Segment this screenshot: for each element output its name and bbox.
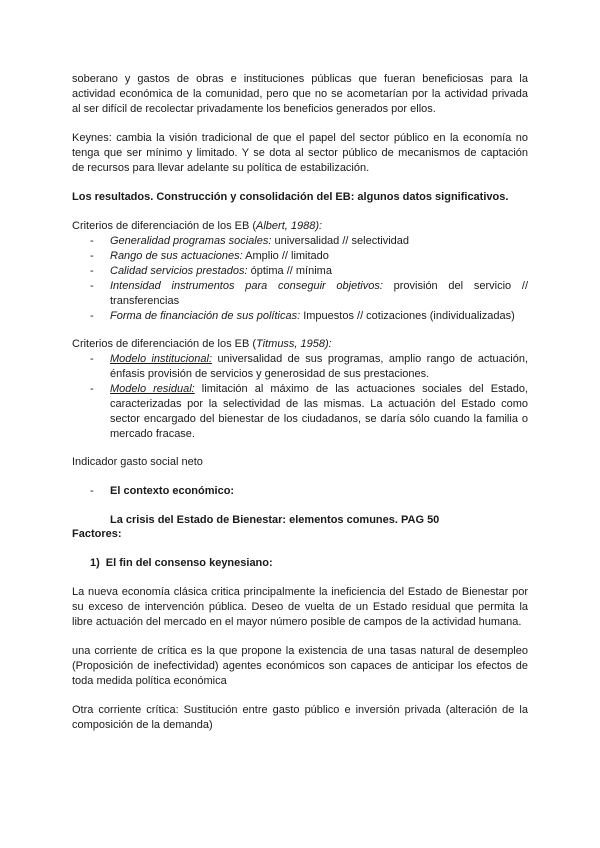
titmuss-criteria-intro: [72, 337, 528, 352]
dash-bullet: -: [90, 383, 94, 395]
text-line: La nueva economía clásica critica principalmente la ineficiencia del Estado de Bienestar por: [72, 586, 528, 598]
list-item-body: [110, 309, 528, 324]
context-item: [90, 484, 528, 499]
text-line: soberano y gastos de obras e instituciones públicas que fueran beneficiosas para la: [72, 73, 528, 85]
paragraph-continuation: [72, 72, 528, 117]
list-item: [90, 264, 528, 279]
model-description: limitación al máximo de las actuaciones sociales del Estado,: [194, 383, 528, 395]
list-item: [90, 382, 528, 442]
list-item: [90, 309, 528, 324]
paragraph-critique-2: [72, 703, 528, 733]
criterion-value: provisión del servicio //: [382, 280, 528, 292]
text-line: [110, 279, 528, 294]
model-term: Modelo institucional:: [110, 353, 213, 365]
indicator-line: [72, 455, 528, 470]
text-line: mercado fracase.: [110, 428, 195, 440]
dash-bullet: -: [90, 235, 94, 247]
heading-number: 1): [90, 557, 100, 569]
heading-text: El fin del consenso keynesiano:: [105, 557, 273, 569]
criteria-intro-text: Criterios de diferenciación de los EB (: [72, 220, 257, 232]
list-item-body: [110, 382, 528, 442]
criterion-term: Calidad servicios prestados:: [110, 265, 248, 277]
criteria-intro-line: [72, 337, 528, 352]
paragraph-critique-1: [72, 644, 528, 689]
list-item: [90, 249, 528, 264]
citation: Albert, 1988):: [256, 220, 323, 232]
dash-bullet: -: [90, 265, 94, 277]
list-item: [90, 279, 528, 309]
section-heading-results: [72, 190, 528, 205]
numbered-heading: [90, 556, 528, 571]
text-line: sector encargado del bienestar de los ciudadanos, se daría sólo cuando la familia o: [110, 413, 528, 425]
list-item: [90, 352, 528, 382]
model-term: Modelo residual:: [110, 383, 195, 395]
criterion-value: universalidad // selectividad: [271, 235, 409, 247]
criteria-intro-text: Criterios de diferenciación de los EB (: [72, 338, 257, 350]
dash-bullet: -: [90, 250, 94, 262]
heading-text: Factores:: [72, 528, 122, 540]
text-line: caracterizadas por la selectividad de las mismas. La actuación del Estado como: [110, 398, 528, 410]
text-line: una corriente de crítica es la que propone la existencia de una tasas natural de desempleo: [72, 645, 528, 657]
heading-text: La crisis del Estado de Bienestar: elementos comunes. PAG 50: [110, 514, 440, 526]
text-line: toda medida política económica: [72, 675, 227, 687]
text-line: libre actuación del mercado en el mayor número posible de campos de la actividad humana.: [72, 616, 522, 628]
list-item-body: [110, 279, 528, 309]
criterion-term: Generalidad programas sociales:: [110, 235, 272, 247]
criterion-value: Impuestos // cotizaciones (individualizadas): [300, 310, 515, 322]
text-line: Otra corriente crítica: Sustitución entre gasto público e inversión privada (alteración de la: [72, 704, 528, 716]
text-line: composición de la demanda): [72, 719, 213, 731]
dash-bullet: -: [90, 353, 94, 365]
dash-bullet: -: [90, 280, 94, 292]
indicator-text: Indicador gasto social neto: [72, 456, 203, 468]
dash-bullet: -: [90, 485, 94, 497]
paragraph-keynes: [72, 131, 528, 176]
factors-heading: [72, 527, 528, 542]
model-description: universalidad de sus programas, amplio rango de actuación,: [212, 353, 529, 365]
criterion-value: Amplio // limitado: [242, 250, 329, 262]
citation: Titmuss, 1958):: [256, 338, 332, 350]
criteria-intro-line: [72, 219, 528, 234]
dash-bullet: -: [90, 310, 94, 322]
heading-text: Los resultados. Construcción y consolidación del EB: algunos datos significativos.: [72, 191, 509, 203]
text-line: actividad económica de la comunidad, pero que no se acometarían por la actividad privada: [72, 88, 528, 100]
text-line: transferencias: [110, 295, 180, 307]
list-item: [90, 234, 528, 249]
crisis-heading: [110, 513, 528, 528]
list-item-body: [110, 249, 528, 264]
text-line: de recursos para llevar adelante su política de estabilización.: [72, 162, 370, 174]
context-heading: El contexto económico:: [110, 485, 235, 497]
text-line: (Proposición de inefectividad) agentes económicos son capaces de anticipar los efectos de: [72, 660, 528, 672]
text-line: [110, 352, 528, 367]
text-line: su exceso de intervención pública. Deseo de vuelta de un Estado residual que permita la: [72, 601, 528, 613]
list-item-body: [110, 234, 528, 249]
list-item-body: [110, 264, 528, 279]
criterion-term: Intensidad instrumentos para conseguir objetivos:: [110, 280, 383, 292]
text-line: énfasis provisión de servicios y generosidad de sus prestaciones.: [110, 368, 430, 380]
text-line: [110, 382, 528, 397]
text-line: tenga que ser mínimo y limitado. Y se dota al sector público de mecanismos de captación: [72, 147, 528, 159]
criterion-value: óptima // mínima: [247, 265, 332, 277]
paragraph-new-classical: [72, 585, 528, 630]
text-line: al ser difícil de recolectar privadamente los beneficios generados por ellos.: [72, 103, 436, 115]
list-item-body: [110, 352, 528, 382]
text-line: Keynes: cambia la visión tradicional de que el papel del sector público en la economía no: [72, 132, 528, 144]
criterion-term: Rango de sus actuaciones:: [110, 250, 243, 262]
numbered-heading-line: [90, 556, 528, 571]
criterion-term: Forma de financiación de sus políticas:: [110, 310, 301, 322]
albert-criteria-intro: [72, 219, 528, 234]
